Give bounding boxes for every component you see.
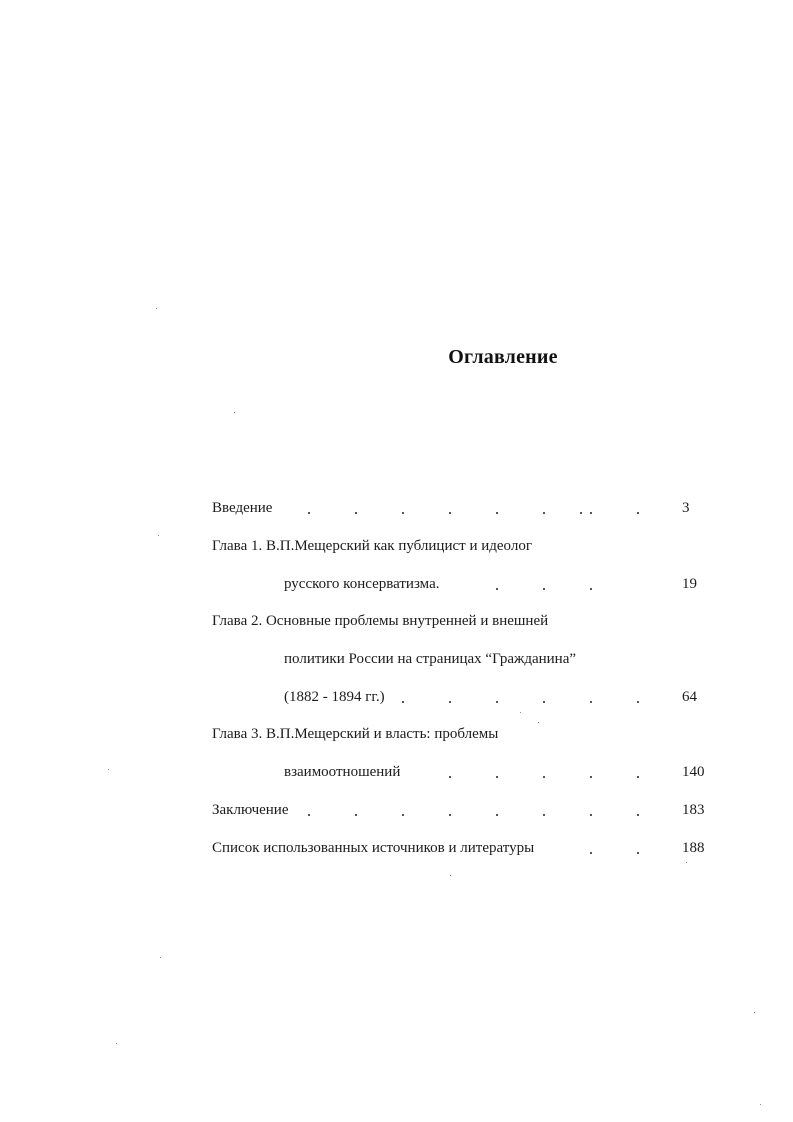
toc-page-number: 64: [682, 689, 697, 705]
toc-entry-chapter-3: Глава 3. В.П.Мещерский и власть: проблемы: [212, 726, 499, 742]
toc-entry-introduction: Введение: [212, 500, 273, 516]
toc-entry-chapter-1: Глава 1. В.П.Мещерский как публицист и идеолог: [212, 538, 532, 554]
page-title: Оглавление: [448, 346, 558, 368]
toc-page-number: 183: [682, 802, 705, 818]
toc-entry-chapter-2: Глава 2. Основные проблемы внутренней и внешней: [212, 613, 549, 629]
toc-entry-chapter-3-continued: взаимоотношений: [284, 764, 401, 780]
toc-entry-chapter-2-continued: политики России на страницах “Гражданина”: [284, 651, 577, 667]
toc-entry-conclusion: Заключение: [212, 802, 289, 818]
toc-page-number: 19: [682, 576, 697, 592]
toc-page-number: 140: [682, 764, 705, 780]
toc-page-number: 3: [682, 500, 690, 516]
toc-entry-chapter-2-years: (1882 - 1894 гг.): [284, 689, 385, 705]
toc-entry-bibliography: Список использованных источников и литературы: [212, 840, 535, 856]
toc-page-number: 188: [682, 840, 705, 856]
toc-entry-chapter-1-continued: русского консерватизма.: [284, 576, 440, 592]
